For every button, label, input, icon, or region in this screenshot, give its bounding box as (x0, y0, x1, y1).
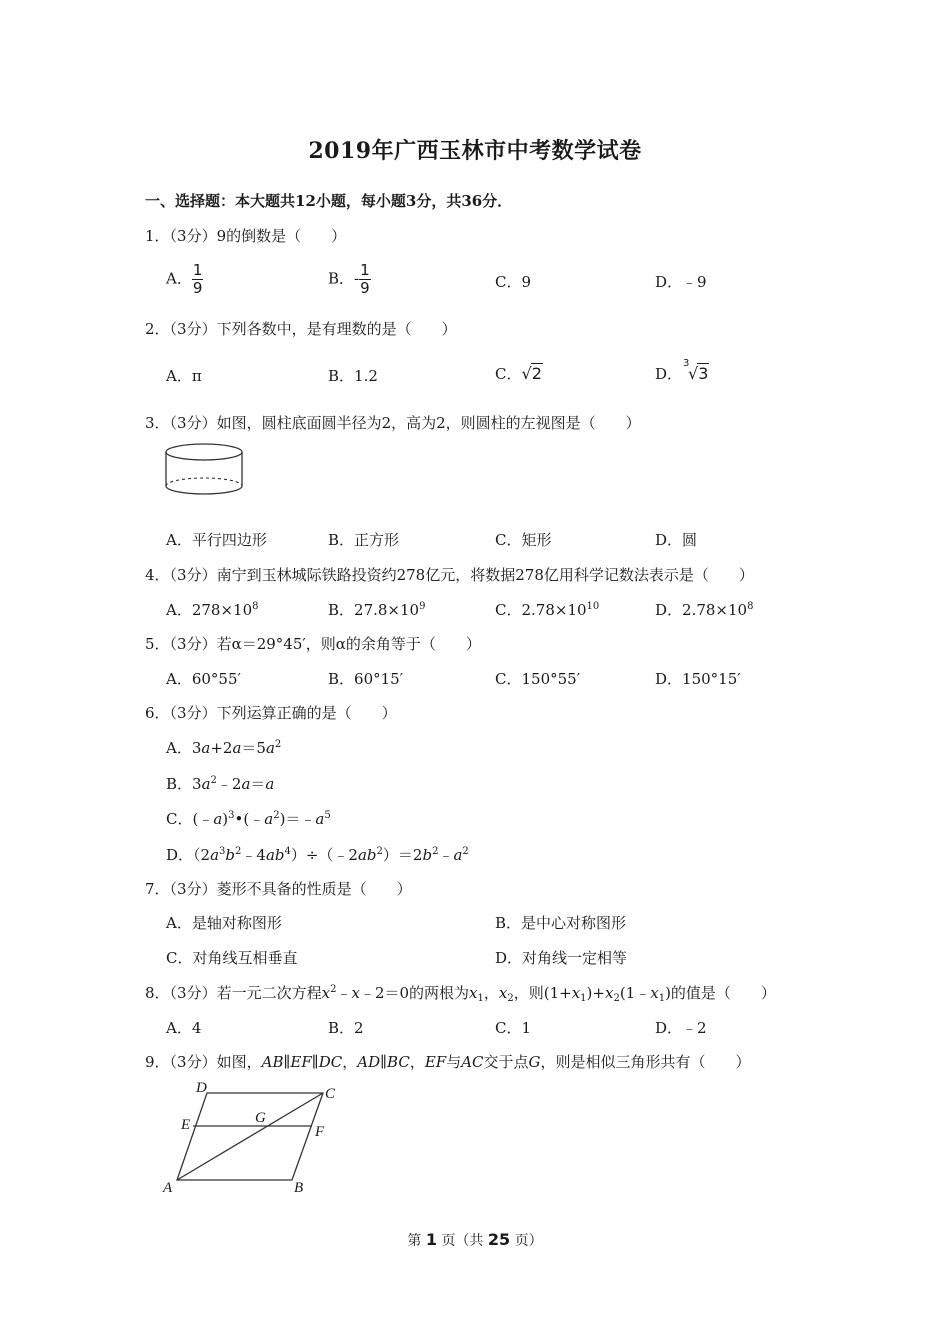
q8-option-b[interactable]: B．2 (328, 1019, 364, 1037)
q2-option-a[interactable]: A．π (166, 367, 202, 385)
question-5: 5．（3分）若α＝29°45′，则α的余角等于（ ） (145, 635, 481, 653)
q1-option-d[interactable]: D．﹣9 (655, 273, 707, 291)
q7-option-b[interactable]: B．是中心对称图形 (495, 914, 627, 932)
q1-option-a[interactable]: A． $\frac{1}{9}$ (166, 261, 203, 297)
question-7: 7．（3分）菱形不具备的性质是（ ） (145, 880, 412, 898)
page-footer: 第 1 页（共 25 页） (407, 1230, 543, 1249)
q4-option-d[interactable]: D．$2.78\times 10^8$ (655, 601, 754, 619)
section-heading: 一、选择题：本大题共12小题，每小题3分，共36分． (145, 192, 513, 210)
q4-option-c[interactable]: C．$2.78\times 10^{10}$ (495, 601, 600, 619)
q3-option-a[interactable]: A．平行四边形 (166, 531, 267, 549)
q5-option-a[interactable]: A．60°55′ (166, 670, 241, 688)
q8-option-a[interactable]: A．4 (166, 1019, 202, 1037)
q2-option-c[interactable]: C．√2 (495, 364, 542, 383)
q5-option-b[interactable]: B．60°15′ (328, 670, 404, 688)
question-2: 2．（3分）下列各数中，是有理数的是（ ） (145, 320, 457, 338)
q8-option-c[interactable]: C．1 (495, 1019, 532, 1037)
q6-option-b[interactable]: B．$3a^2﹣2a=a$ (166, 775, 275, 793)
q3-option-b[interactable]: B．正方形 (328, 531, 400, 549)
label-d: D (196, 1080, 207, 1096)
q5-option-c[interactable]: C．150°55′ (495, 670, 581, 688)
question-9: 9．（3分）如图，AB∥EF∥DC，AD∥BC，EF与AC交于点G，则是相似三角形共有（ ） (145, 1053, 751, 1071)
cylinder-figure (160, 440, 250, 498)
fraction: $\frac{1}{9}$ (360, 261, 370, 297)
q2-option-b[interactable]: B．1.2 (328, 367, 378, 385)
q1-option-c[interactable]: C．9 (495, 273, 532, 291)
question-4: 4．（3分）南宁到玉林城际铁路投资约278亿元，将数据278亿用科学记数法表示是（ ） (145, 566, 754, 584)
q6-option-c[interactable]: C．$(﹣a)^3•(﹣a^2)=﹣a^5$ (166, 810, 331, 828)
label-b: B (294, 1180, 304, 1196)
parallelogram-figure (158, 1076, 348, 1200)
label-f: F (315, 1124, 325, 1140)
q8-option-d[interactable]: D．﹣2 (655, 1019, 707, 1037)
q7-option-d[interactable]: D．对角线一定相等 (495, 949, 628, 967)
q7-option-a[interactable]: A．是轴对称图形 (166, 914, 282, 932)
label-a: A (163, 1180, 173, 1196)
q4-option-b[interactable]: B．$27.8\times 10^9$ (328, 601, 426, 619)
square-root: √2 (521, 364, 542, 383)
q7-option-c[interactable]: C．对角线互相垂直 (166, 949, 298, 967)
question-8: 8．（3分）若一元二次方程$x^2﹣x﹣2=0$的两根为$x_1$，$x_2$，则$(1+x_1)+x_2(1﹣x_1)$的值是（ ） (145, 984, 776, 1004)
q3-option-c[interactable]: C．矩形 (495, 531, 552, 549)
question-1: 1．（3分）9的倒数是（ ） (145, 227, 347, 245)
fraction: $\frac{1}{9}$ (192, 261, 203, 297)
cube-root: 3 √3 (683, 358, 709, 383)
q2-option-d[interactable]: D． 3 √3 (655, 358, 709, 383)
label-g: G (255, 1110, 266, 1126)
q5-option-d[interactable]: D．150°15′ (655, 670, 741, 688)
question-3: 3．（3分）如图，圆柱底面圆半径为2，高为2，则圆柱的左视图是（ ） (145, 414, 641, 432)
q6-option-d[interactable]: D．$(2a^3b^2﹣4ab^4)\div(﹣2ab^2)=2b^2﹣a^2$ (166, 846, 469, 864)
q4-option-a[interactable]: A．$278\times 10^8$ (166, 601, 259, 619)
question-6: 6．（3分）下列运算正确的是（ ） (145, 704, 397, 722)
q6-option-a[interactable]: A．$3a+2a=5a^2$ (166, 739, 282, 757)
label-c: C (325, 1086, 336, 1102)
label-e: E (181, 1117, 191, 1133)
exam-title: 2019年广西玉林市中考数学试卷 (308, 138, 642, 164)
q3-option-d[interactable]: D．圆 (655, 531, 698, 549)
q1-option-b[interactable]: B．- $\frac{1}{9}$ (328, 261, 370, 297)
